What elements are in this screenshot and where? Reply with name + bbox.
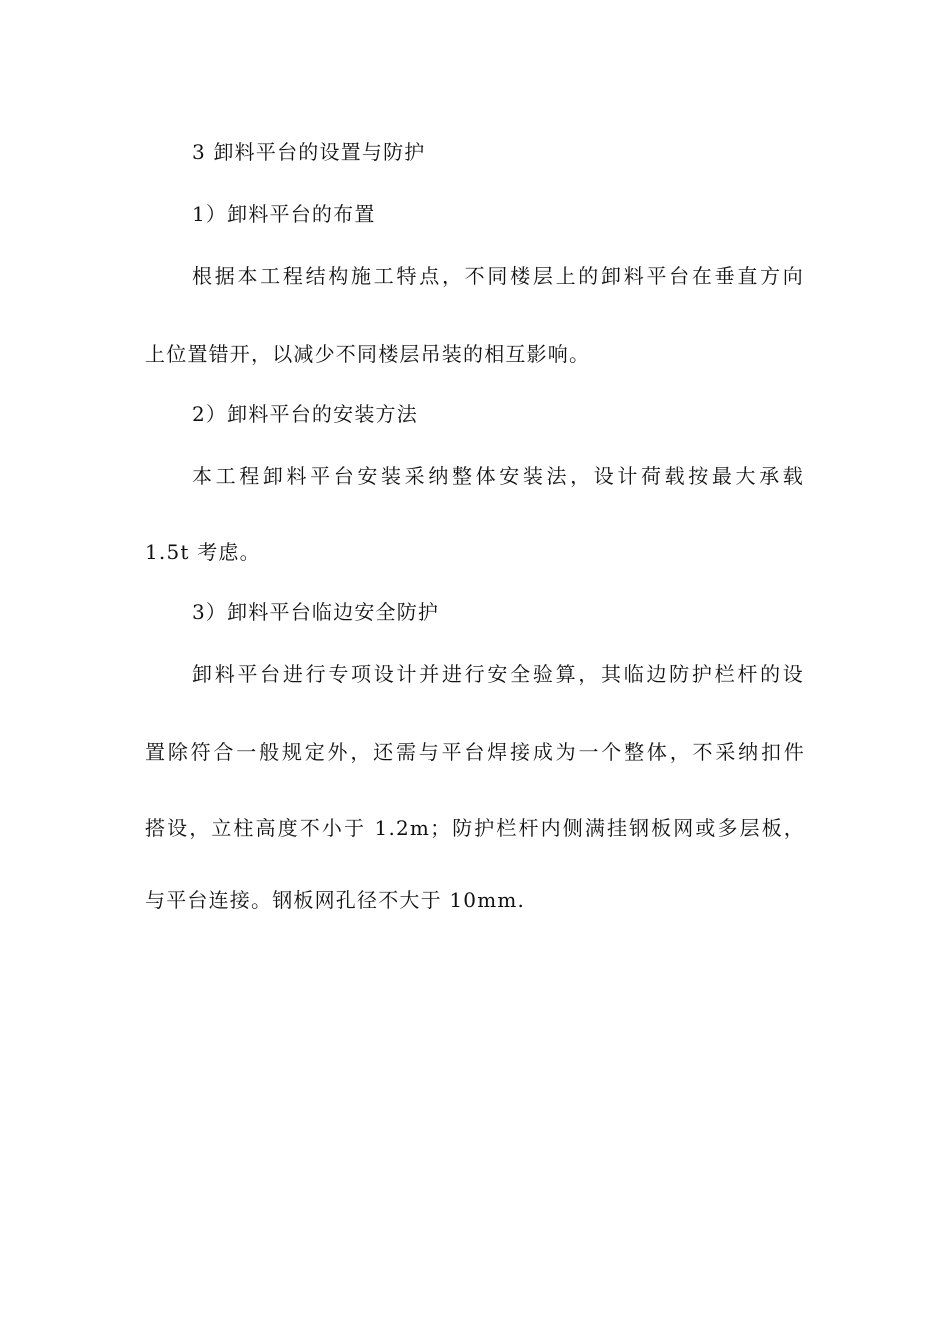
subheading-layout: 1）卸料平台的布置 <box>192 202 376 226</box>
section-heading: 3 卸料平台的设置与防护 <box>192 140 426 164</box>
paragraph-layout-line-2: 上位置错开，以减少不同楼层吊装的相互影响。 <box>145 342 591 366</box>
paragraph-protection-line-3: 搭设，立柱高度不小于 1.2m；防护栏杆内侧满挂钢板网或多层板， <box>145 816 805 840</box>
paragraph-layout-line-1: 根据本工程结构施工特点，不同楼层上的卸料平台在垂直方向 <box>192 264 804 288</box>
subheading-edge-protection: 3）卸料平台临边安全防护 <box>192 600 440 624</box>
subheading-installation: 2）卸料平台的安装方法 <box>192 402 418 426</box>
paragraph-protection-line-4: 与平台连接。钢板网孔径不大于 10mm. <box>145 888 526 912</box>
paragraph-installation-line-2: 1.5t 考虑。 <box>145 540 261 564</box>
paragraph-installation-line-1: 本工程卸料平台安装采纳整体安装法，设计荷载按最大承载 <box>192 464 804 488</box>
paragraph-protection-line-2: 置除符合一般规定外，还需与平台焊接成为一个整体，不采纳扣件 <box>145 740 805 764</box>
paragraph-protection-line-1: 卸料平台进行专项设计并进行安全验算，其临边防护栏杆的设 <box>192 662 804 686</box>
